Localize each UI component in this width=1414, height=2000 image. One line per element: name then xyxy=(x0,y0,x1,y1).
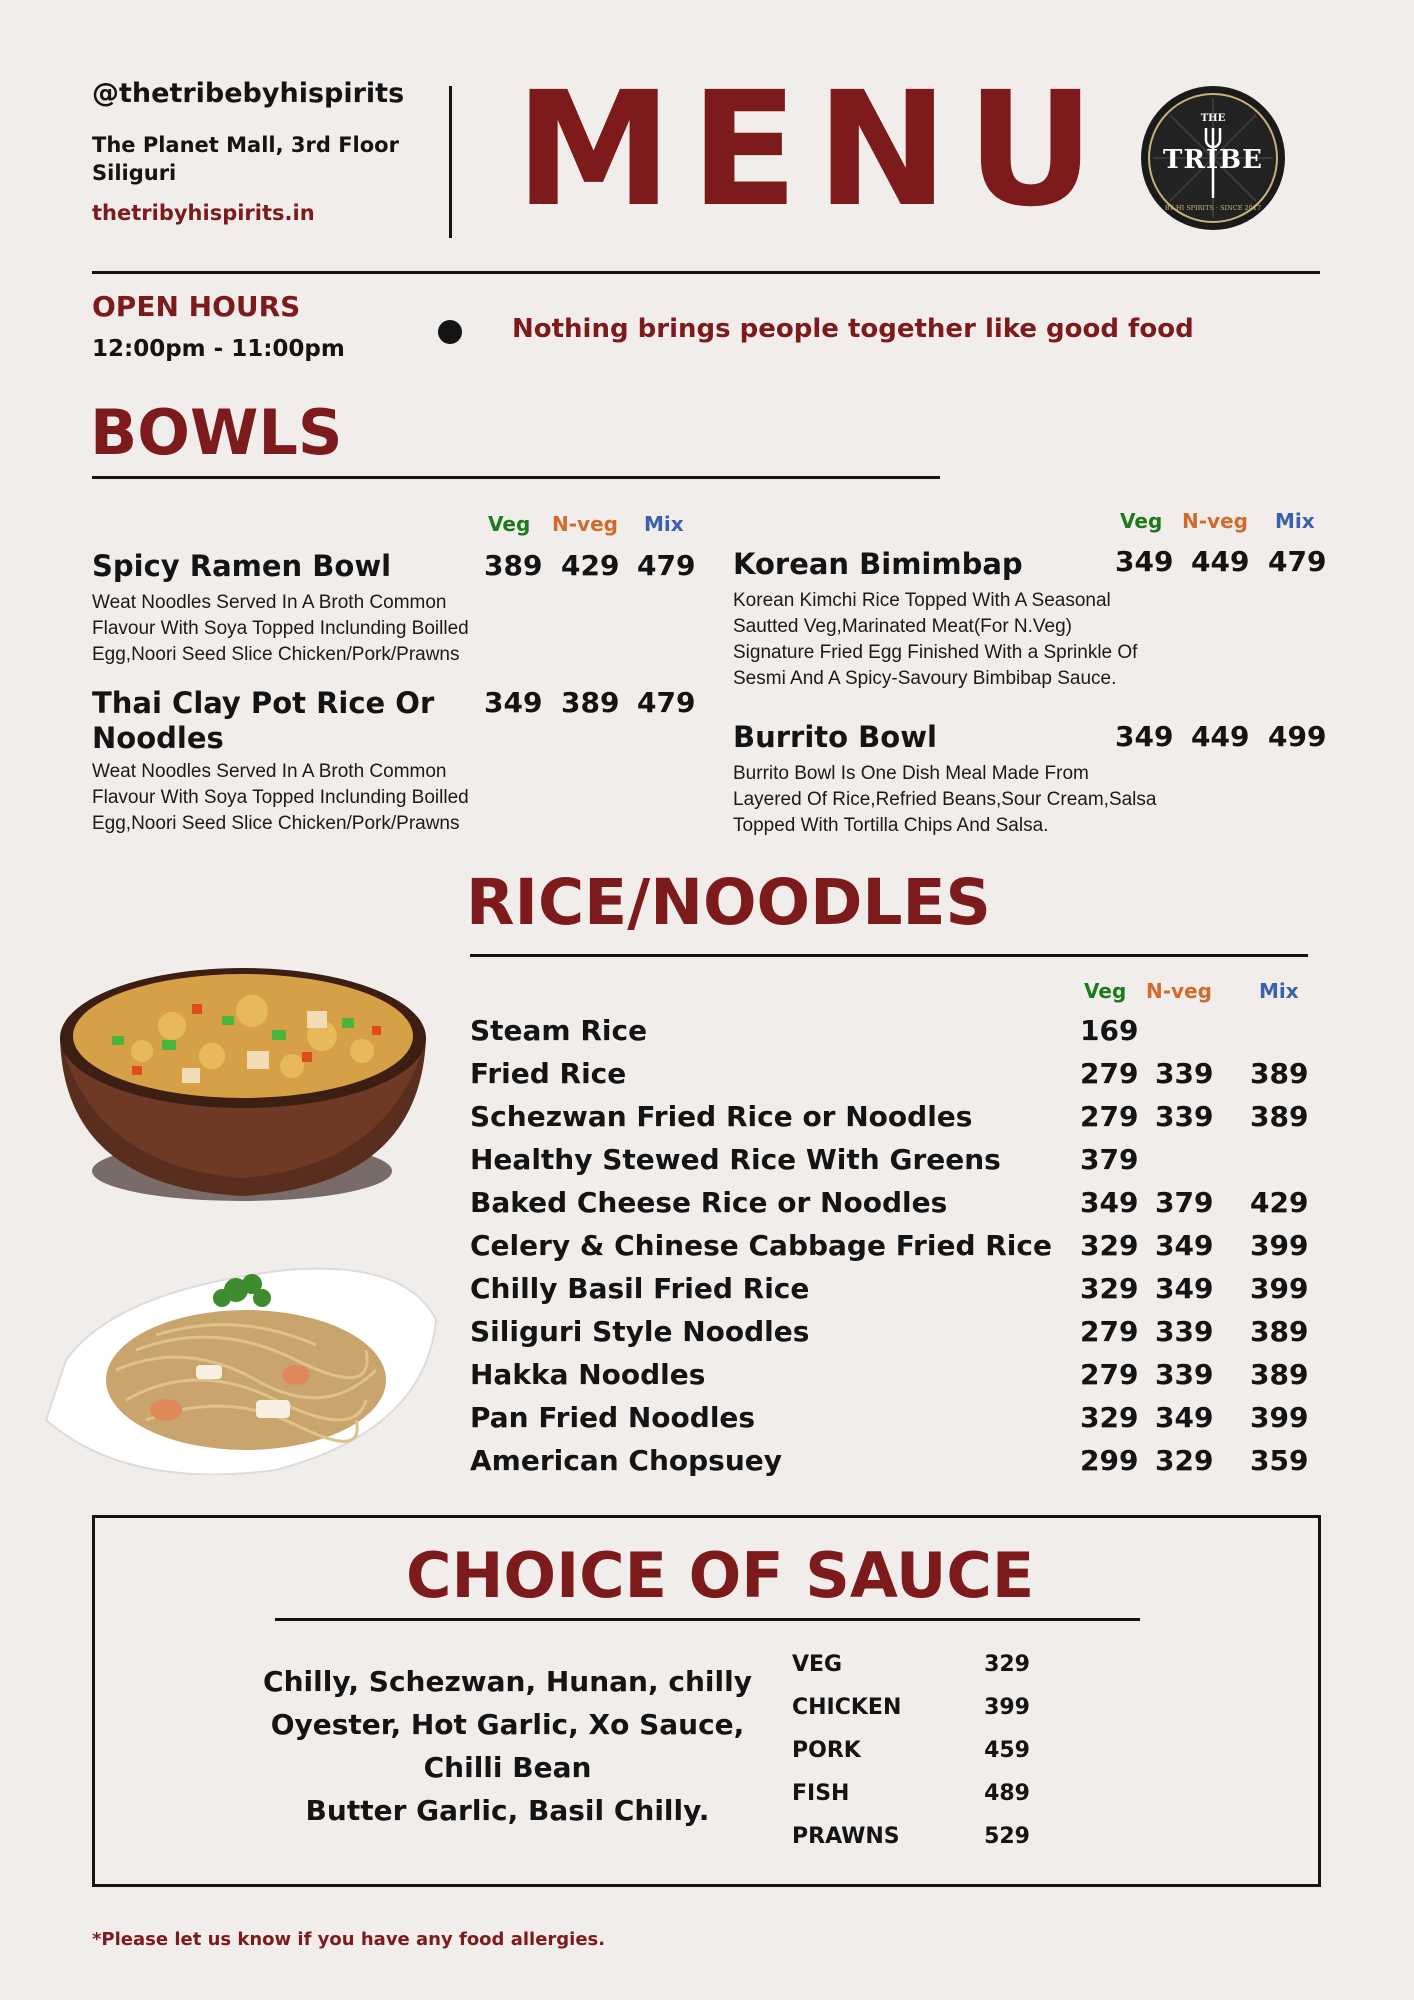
rice-noodles-price-mix: 399 xyxy=(1250,1272,1309,1305)
rice-noodles-item-name: Fried Rice xyxy=(470,1057,627,1090)
bowl-price-veg: 349 xyxy=(1115,545,1174,578)
bowls-right-header-mix: Mix xyxy=(1275,509,1315,533)
rice-noodles-price-mix: 389 xyxy=(1250,1100,1309,1133)
sauce-option-price: 489 xyxy=(984,1781,1030,1806)
rice-noodles-item-name: Steam Rice xyxy=(470,1014,648,1047)
rice-noodles-section-title: RICE/NOODLES xyxy=(466,866,991,939)
sauce-option-price: 399 xyxy=(984,1695,1030,1720)
rice-noodles-item-name: Siliguri Style Noodles xyxy=(470,1315,810,1348)
bowls-right-header-nveg: N-veg xyxy=(1182,509,1248,533)
sauce-option-name: VEG xyxy=(792,1652,843,1677)
address-line-2: Siliguri xyxy=(92,161,177,185)
bullet-dot xyxy=(438,320,462,344)
address xyxy=(92,131,399,187)
bowl-price-nveg: 449 xyxy=(1191,545,1250,578)
rice-noodles-price-nveg: 339 xyxy=(1155,1315,1214,1348)
sauce-option-name: CHICKEN xyxy=(792,1695,902,1720)
sauce-list: Chilly, Schezwan, Hunan, chilly Oyester, Hot Garlic, Xo Sauce, Chilli Bean Butter Garlic, Basil Chilly. xyxy=(263,1665,752,1827)
rice-noodles-item-name: Schezwan Fried Rice or Noodles xyxy=(470,1100,973,1133)
rice-noodles-price-mix: 359 xyxy=(1250,1444,1309,1477)
rice-noodles-price-veg: 279 xyxy=(1080,1315,1139,1348)
bowl-item-description: Burrito Bowl Is One Dish Meal Made From Layered Of Rice,Refried Beans,Sour Cream,Salsa Topped With Tortilla Chips And Salsa. xyxy=(733,763,1157,836)
sauce-option-price: 529 xyxy=(984,1824,1030,1849)
rice-header-veg: Veg xyxy=(1084,979,1127,1003)
rice-noodles-price-mix: 399 xyxy=(1250,1229,1309,1262)
rice-noodles-price-nveg: 339 xyxy=(1155,1057,1214,1090)
rice-noodles-price-mix: 389 xyxy=(1250,1057,1309,1090)
rice-noodles-item-name: Healthy Stewed Rice With Greens xyxy=(470,1143,1001,1176)
bowl-item-description: Weat Noodles Served In A Broth Common Flavour With Soya Topped Inclunding Boilled Egg,Noori Seed Slice Chicken/Pork/Prawns xyxy=(92,761,469,834)
rice-noodles-price-nveg: 349 xyxy=(1155,1272,1214,1305)
rice-noodles-price-veg: 329 xyxy=(1080,1229,1139,1262)
rice-noodles-price-nveg: 339 xyxy=(1155,1100,1214,1133)
bowls-left-header-veg: Veg xyxy=(488,512,531,536)
rice-noodles-price-mix: 389 xyxy=(1250,1315,1309,1348)
bowl-item-description: Weat Noodles Served In A Broth Common Flavour With Soya Topped Inclunding Boilled Egg,Noori Seed Slice Chicken/Pork/Prawns xyxy=(92,592,469,665)
rice-noodles-price-nveg: 379 xyxy=(1155,1186,1214,1219)
rice-header-nveg: N-veg xyxy=(1146,979,1212,1003)
rice-noodles-price-mix: 399 xyxy=(1250,1401,1309,1434)
rice-noodles-item-name: American Chopsuey xyxy=(470,1444,783,1477)
rice-noodles-price-nveg: 339 xyxy=(1155,1358,1214,1391)
rice-noodles-price-veg: 279 xyxy=(1080,1057,1139,1090)
sauce-option-name: PRAWNS xyxy=(792,1824,900,1849)
rice-noodles-price-veg: 299 xyxy=(1080,1444,1139,1477)
bowls-left-header-mix: Mix xyxy=(644,512,684,536)
sauce-rule xyxy=(275,1618,1140,1621)
rice-noodles-price-veg: 279 xyxy=(1080,1358,1139,1391)
bowls-left-header-nveg: N-veg xyxy=(552,512,618,536)
rice-noodles-price-veg: 279 xyxy=(1080,1100,1139,1133)
bowl-price-mix: 479 xyxy=(637,686,696,719)
rice-noodles-item-name: Baked Cheese Rice or Noodles xyxy=(470,1186,948,1219)
rice-noodles-rule xyxy=(470,954,1308,957)
header-divider xyxy=(449,86,452,238)
logo-text-main: TRIBE xyxy=(1163,145,1263,175)
open-hours-label: OPEN HOURS xyxy=(92,290,301,323)
menu-title: MENU xyxy=(515,58,1113,242)
bowl-price-veg: 389 xyxy=(484,549,543,582)
hakka-noodles-plate-image xyxy=(36,1250,440,1475)
bowl-item-description: Korean Kimchi Rice Topped With A Seasonal Sautted Veg,Marinated Meat(For N.Veg) Signature Fried Egg Finished With a Sprinkle Of Sesmi And A Spicy-Savoury Bimbibap Sauce. xyxy=(733,590,1138,689)
sauce-option-price: 459 xyxy=(984,1738,1030,1763)
fried-rice-bowl-image xyxy=(52,956,432,1210)
bowl-price-nveg: 449 xyxy=(1191,720,1250,753)
allergy-note: *Please let us know if you have any food allergies. xyxy=(92,1929,606,1950)
rice-noodles-item-name: Chilly Basil Fried Rice xyxy=(470,1272,810,1305)
rice-noodles-price-veg: 349 xyxy=(1080,1186,1139,1219)
rice-noodles-price-veg: 329 xyxy=(1080,1272,1139,1305)
bowl-price-veg: 349 xyxy=(484,686,543,719)
address-line-1: The Planet Mall, 3rd Floor xyxy=(92,133,399,157)
sauce-section-title: CHOICE OF SAUCE xyxy=(406,1539,1035,1612)
bowl-price-veg: 349 xyxy=(1115,720,1174,753)
bowls-rule xyxy=(92,476,940,479)
sauce-option-name: FISH xyxy=(792,1781,850,1806)
bowls-right-header-veg: Veg xyxy=(1120,509,1163,533)
sauce-option-price: 329 xyxy=(984,1652,1030,1677)
bowl-item-name: Thai Clay Pot Rice Or Noodles xyxy=(92,686,435,755)
rice-noodles-price-veg: 379 xyxy=(1080,1143,1139,1176)
rice-noodles-price-veg: 329 xyxy=(1080,1401,1139,1434)
rice-noodles-item-name: Hakka Noodles xyxy=(470,1358,706,1391)
bowl-price-mix: 479 xyxy=(1268,545,1327,578)
instagram-handle: @thetribebyhispirits xyxy=(92,78,405,109)
bowl-price-nveg: 429 xyxy=(561,549,620,582)
tribe-logo xyxy=(1139,86,1287,231)
rice-noodles-price-nveg: 349 xyxy=(1155,1401,1214,1434)
logo-text-top: THE xyxy=(1200,113,1226,124)
bowl-price-mix: 499 xyxy=(1268,720,1327,753)
rice-noodles-price-veg: 169 xyxy=(1080,1014,1139,1047)
bowls-section-title: BOWLS xyxy=(90,396,343,469)
bowl-price-mix: 479 xyxy=(637,549,696,582)
rice-noodles-price-nveg: 349 xyxy=(1155,1229,1214,1262)
tagline: Nothing brings people together like good food xyxy=(512,314,1194,344)
website-link[interactable]: thetribyhispirits.in xyxy=(92,201,315,225)
open-hours-time: 12:00pm - 11:00pm xyxy=(92,336,345,362)
bowl-item-name: Spicy Ramen Bowl xyxy=(92,549,392,583)
rice-noodles-item-name: Celery & Chinese Cabbage Fried Rice xyxy=(470,1229,1052,1262)
rice-noodles-price-mix: 429 xyxy=(1250,1186,1309,1219)
rice-header-mix: Mix xyxy=(1259,979,1299,1003)
rice-noodles-price-mix: 389 xyxy=(1250,1358,1309,1391)
header-rule xyxy=(92,271,1320,274)
rice-noodles-item-name: Pan Fried Noodles xyxy=(470,1401,756,1434)
bowl-price-nveg: 389 xyxy=(561,686,620,719)
logo-text-ring: BY HI SPIRITS · SINCE 2017 xyxy=(1164,204,1262,212)
rice-noodles-price-nveg: 329 xyxy=(1155,1444,1214,1477)
sauce-option-name: PORK xyxy=(792,1738,861,1763)
bowl-item-name: Burrito Bowl xyxy=(733,720,937,754)
bowl-item-name: Korean Bimimbap xyxy=(733,547,1023,581)
